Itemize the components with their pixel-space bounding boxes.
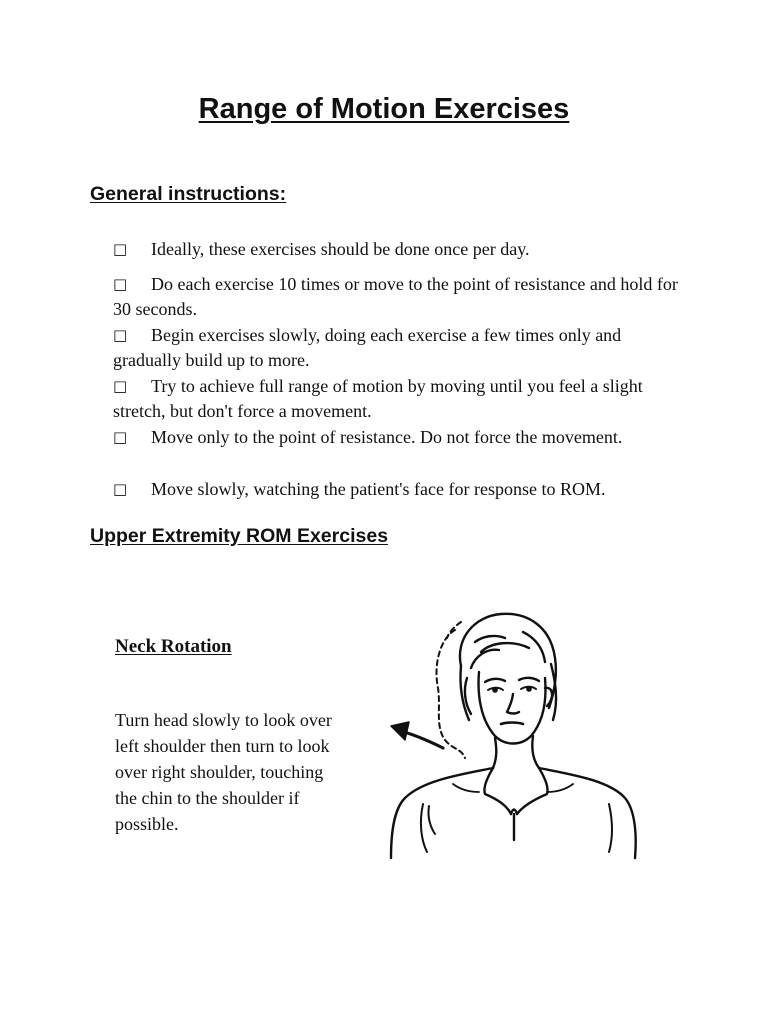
checkbox-bullet-icon: □ bbox=[113, 326, 128, 344]
checkbox-bullet-icon: □ bbox=[113, 480, 128, 498]
checkbox-bullet-icon: □ bbox=[113, 377, 128, 395]
exercise-title: Neck Rotation bbox=[115, 636, 232, 657]
instruction-item bbox=[113, 237, 683, 262]
general-instructions-heading: General instructions: bbox=[90, 183, 287, 205]
instruction-text: Do each exercise 10 times or move to the point of resistance and hold for 30 seconds. bbox=[113, 274, 678, 319]
instruction-item bbox=[113, 477, 713, 502]
exercise-description: Turn head slowly to look over left shoulder then turn to look over right shoulder, touching the chin to the shoulder if possible. bbox=[115, 710, 332, 834]
instruction-text: Try to achieve full range of motion by moving until you feel a slight stretch, but don't force a movement. bbox=[113, 376, 643, 421]
checkbox-bullet-icon: □ bbox=[113, 240, 128, 258]
instruction-text: Begin exercises slowly, doing each exercise a few times only and gradually build up to more. bbox=[113, 325, 622, 370]
neck-rotation-illustration bbox=[383, 608, 658, 868]
checkbox-bullet-icon: □ bbox=[113, 428, 128, 446]
instruction-item bbox=[113, 425, 633, 450]
instruction-item bbox=[113, 323, 683, 373]
instruction-text: Move slowly, watching the patient's face for response to ROM. bbox=[151, 479, 606, 499]
instruction-text: Ideally, these exercises should be done once per day. bbox=[151, 239, 530, 259]
checkbox-bullet-icon: □ bbox=[113, 275, 128, 293]
instruction-item bbox=[113, 272, 683, 322]
page-title: Range of Motion Exercises bbox=[198, 93, 570, 125]
upper-extremity-heading: Upper Extremity ROM Exercises bbox=[90, 525, 389, 547]
instruction-text: Move only to the point of resistance. Do not force the movement. bbox=[151, 427, 623, 447]
instruction-item bbox=[113, 374, 683, 424]
